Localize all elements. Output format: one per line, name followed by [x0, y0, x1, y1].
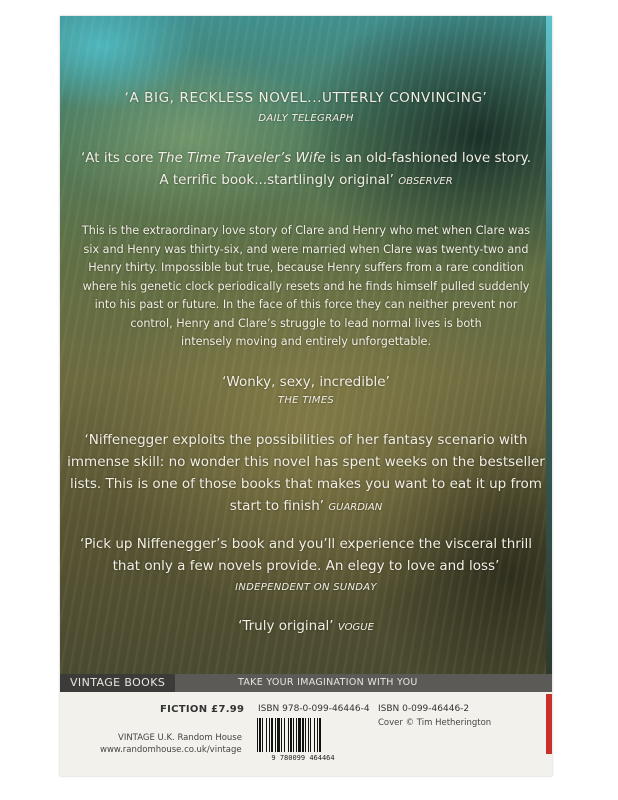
barcode-bar	[310, 718, 311, 752]
barcode-bar	[269, 718, 270, 752]
blurb-line: This is the extraordinary love story of Clare and Henry who met when Clare was	[81, 224, 531, 237]
quote-vogue-source: VOGUE	[337, 622, 374, 633]
blurb-line: six and Henry was thirty-six, and were married when Clare was twenty-two and	[83, 242, 529, 256]
publisher-website: www.randomhouse.co.uk/vintage	[100, 745, 242, 755]
barcode	[255, 718, 351, 762]
publisher-name: VINTAGE U.K. Random House	[118, 733, 242, 743]
barcode-bar	[298, 718, 301, 752]
blurb-line: control, Henry and Clare’s struggle to lead normal lives is both	[130, 316, 482, 330]
quote-guardian-source: GUARDIAN	[328, 502, 383, 513]
quote-observer-line1	[60, 148, 552, 168]
quote-guardian-line: immense skill: no wonder this novel has spent weeks on the bestseller	[67, 454, 545, 470]
quote-telegraph: ‘A BIG, RECKLESS NOVEL...UTTERLY CONVINCING’	[124, 90, 488, 106]
barcode-bar	[284, 718, 285, 752]
cover-credit: Cover © Tim Hetherington	[378, 718, 492, 728]
blurb-line: Henry thirty. Impossible but true, because Henry suffers from a rare condition	[88, 261, 524, 274]
barcode-bar	[271, 718, 273, 752]
publisher-brand: VINTAGE BOOKS	[60, 674, 175, 692]
barcode-bar	[293, 718, 294, 752]
quote-observer-text: A terrific book...startlingly original’	[159, 172, 394, 188]
quote-independent-line: that only a few novels provide. An elegy to love and loss’	[112, 558, 500, 574]
publisher-tagline: TAKE YOUR IMAGINATION WITH YOU	[238, 677, 418, 688]
isbn-13: ISBN 978-0-099-46446-4	[258, 704, 370, 714]
barcode-bar	[281, 718, 282, 752]
barcode-bar	[314, 718, 315, 752]
quote-guardian-line: ‘Niffenegger exploits the possibilities of her fantasy scenario with	[84, 432, 528, 448]
barcode-bars	[257, 718, 321, 752]
quote-observer-post: is an old-fashioned love story.	[325, 150, 531, 166]
barcode-bar	[262, 718, 263, 752]
quote-observer-line2	[60, 170, 552, 192]
quote-telegraph-source: DAILY TELEGRAPH	[258, 113, 354, 124]
quote-times-source: THE TIMES	[277, 395, 335, 406]
quote-independent-line: ‘Pick up Niffenegger’s book and you’ll experience the visceral thrill	[79, 536, 533, 552]
cover-edge-mark	[546, 694, 552, 754]
isbn-10: ISBN 0-099-46446-2	[378, 704, 470, 714]
barcode-bar	[290, 718, 292, 752]
barcode-bar	[275, 718, 276, 752]
barcode-bar	[308, 718, 309, 752]
barcode-bar	[277, 718, 280, 752]
quote-observer-pre: ‘At its core	[81, 150, 158, 166]
barcode-bar	[296, 718, 297, 752]
quote-guardian-line: lists. This is one of those books that makes you want to eat it up from	[70, 476, 542, 492]
barcode-bar	[259, 718, 261, 752]
blurb-line: intensely moving and entirely unforgettable.	[181, 335, 431, 348]
quote-guardian-text: start to finish’	[229, 498, 325, 514]
barcode-bar	[302, 718, 304, 752]
quote-vogue-text: ‘Truly original’	[238, 618, 334, 634]
blurb-line: into his past or future. In the face of this force they can neither prevent nor	[94, 298, 518, 311]
quote-vogue	[60, 616, 552, 638]
cover-photo-background	[60, 16, 552, 674]
barcode-bar	[319, 718, 321, 752]
cover-footer	[60, 692, 552, 776]
quote-independent-source: INDEPENDENT ON SUNDAY	[235, 582, 377, 593]
barcode-bar	[257, 718, 258, 752]
quote-times: ‘Wonky, sexy, incredible’	[222, 374, 390, 390]
barcode-digits: 9 780099 464464	[271, 754, 335, 762]
book-title: The Time Traveler’s Wife	[157, 150, 326, 166]
publisher-bar	[60, 674, 552, 692]
quote-observer-source: OBSERVER	[398, 176, 453, 187]
quote-guardian-line4	[60, 496, 552, 518]
barcode-bar	[317, 718, 318, 752]
book-back-cover	[60, 16, 552, 776]
category-price: FICTION £7.99	[160, 704, 245, 715]
barcode-bar	[266, 718, 267, 752]
barcode-bar	[288, 718, 289, 752]
barcode-bar	[305, 718, 306, 752]
blurb-line: where his genetic clock periodically resets and he finds himself pulled suddenly	[82, 279, 530, 293]
